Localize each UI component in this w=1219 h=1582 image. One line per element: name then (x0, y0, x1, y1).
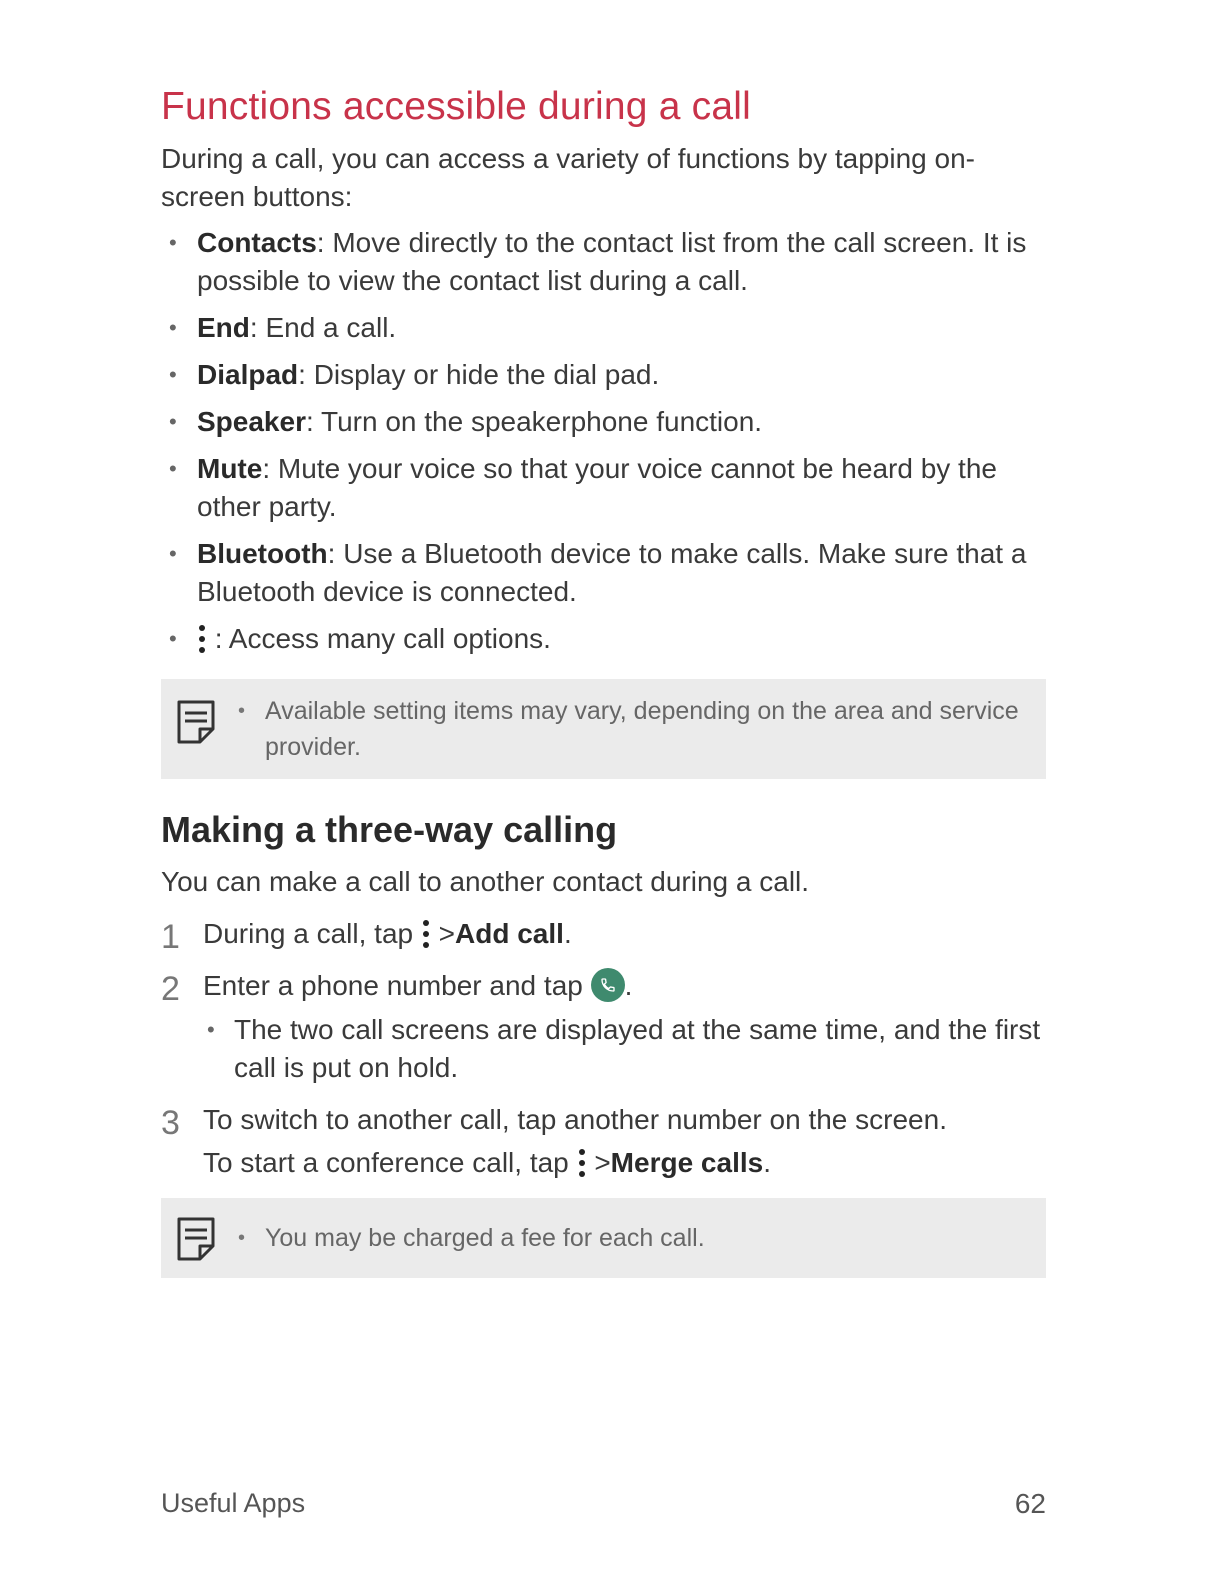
call-button-icon (591, 968, 625, 1002)
term-end: End (197, 312, 250, 343)
list-item (161, 356, 1046, 394)
sub-bullet-text: The two call screens are displayed at the same time, and the first call is put on hold. (234, 1014, 1041, 1083)
more-options-icon (577, 1148, 587, 1178)
note-box (161, 679, 1046, 779)
step-text: Enter a phone number and tap (203, 970, 583, 1001)
item-text: : Turn on the speakerphone function. (305, 406, 763, 437)
term-bluetooth: Bluetooth (197, 538, 328, 569)
note-icon (176, 699, 216, 750)
subsection-intro: You can make a call to another contact during a call. (161, 866, 810, 897)
item-text: : Move directly to the contact list from the call screen. It is possible to view the contact list during a call. (197, 227, 1027, 296)
page-content (161, 84, 1046, 1278)
step-text-line2 (203, 1144, 1046, 1182)
item-text: : End a call. (249, 312, 397, 343)
bullet: • (169, 456, 177, 481)
bullet: • (169, 541, 177, 566)
step-2 (161, 967, 1046, 1087)
subsection-title: Making a three-way calling (161, 809, 618, 850)
step-sub-bullet: • The two call screens are displayed at the same time, and the first call is put on hold. (207, 1014, 1041, 1083)
step-text: To switch to another call, tap another number on the screen. (203, 1104, 947, 1135)
list-item (161, 450, 1046, 526)
bullet: • (169, 315, 177, 340)
step-list (161, 915, 1046, 1182)
bullet: • (169, 230, 177, 255)
list-item (161, 620, 1046, 658)
merge-calls-label: Merge calls (610, 1147, 764, 1178)
section-intro: During a call, you can access a variety of functions by tapping on-screen buttons: (161, 143, 975, 212)
page-number: 62 (1014, 1488, 1046, 1519)
punctuation: . (563, 918, 572, 949)
separator: > (594, 1147, 611, 1178)
add-call-label: Add call (455, 918, 564, 949)
punctuation: . (624, 970, 633, 1001)
bullet: • (169, 626, 177, 651)
step-number: 1 (161, 918, 180, 956)
list-item (161, 224, 1046, 300)
note-text: You may be charged a fee for each call. (265, 1224, 705, 1252)
bullet: • (169, 409, 177, 434)
footer-section-name: Useful Apps (161, 1488, 306, 1518)
step-3 (161, 1101, 1046, 1182)
step-text: During a call, tap (203, 918, 414, 949)
term-contacts: Contacts (197, 227, 317, 258)
step-text: To start a conference call, tap (203, 1147, 569, 1178)
item-text: : Mute your voice so that your voice cannot be heard by the other party. (197, 453, 997, 522)
list-item (161, 309, 1046, 347)
term-dialpad: Dialpad (197, 359, 299, 390)
more-options-icon (421, 919, 431, 949)
item-text: : Display or hide the dial pad. (298, 359, 660, 390)
punctuation: . (763, 1147, 771, 1178)
list-item (161, 403, 1046, 441)
bullet: • (169, 362, 177, 387)
more-options-icon (197, 624, 207, 654)
item-text: : Use a Bluetooth device to make calls. Make sure that a Bluetooth device is connected. (197, 538, 1027, 607)
list-item (161, 535, 1046, 611)
note-item: • Available setting items may vary, depending on the area and service provider. (238, 697, 1019, 761)
note-item: • You may be charged a fee for each call. (238, 1224, 705, 1252)
step-number: 2 (161, 970, 180, 1008)
section-title: Functions accessible during a call (161, 85, 751, 128)
separator: > (438, 918, 456, 949)
term-speaker: Speaker (197, 406, 306, 437)
step-1 (161, 915, 1046, 956)
item-text: : Access many call options. (214, 623, 551, 654)
step-number: 3 (161, 1104, 180, 1142)
function-list (161, 224, 1046, 658)
term-mute: Mute (197, 453, 263, 484)
note-text: Available setting items may vary, depending on the area and service provider. (265, 697, 1019, 761)
note-icon (176, 1216, 216, 1267)
note-box (161, 1198, 1046, 1278)
